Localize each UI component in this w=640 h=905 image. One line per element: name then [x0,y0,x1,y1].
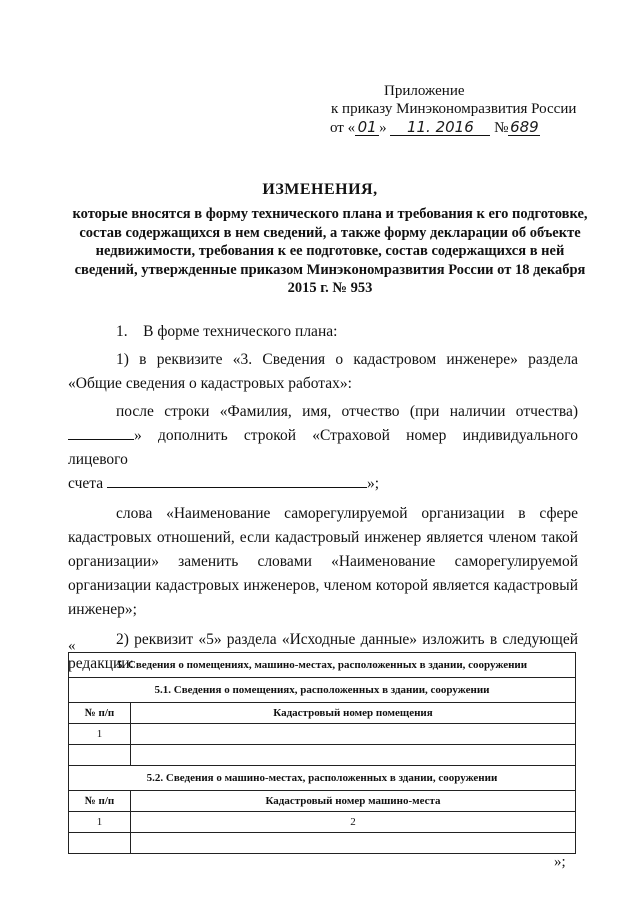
table-row [69,678,576,703]
table-row [69,703,576,724]
blank-line [107,473,367,488]
date-day-handwritten: 01 [355,119,379,136]
date-prefix: от « [330,120,356,136]
quote-close: »; [554,854,566,870]
appendix-label: Приложение [384,83,465,99]
requisite-5-table [68,652,576,854]
order-date-number [330,119,590,137]
order-reference: к приказу Минэкономразвития России [331,101,577,117]
empty-cell [131,833,576,854]
room-row1-number: 1 [69,724,131,745]
quote-open: « [68,638,76,654]
item-1-2: 2) реквизит «5» раздела «Исходные данные» изложить в следующей редакции: [68,631,578,672]
parking-row1-value: 2 [131,812,576,833]
after-line-a: после строки «Фамилия, имя, отчество (при наличии отчества) [116,403,578,420]
col-room-cadastral-header: Кадастровый номер помещения [131,703,576,724]
section-5-2-heading: 5.2. Сведения о машино-местах, расположенных в здании, сооружении [69,766,576,791]
col-number-header: № п/п [69,791,131,812]
after-line-c-row [68,472,578,496]
item-1: 1. В форме технического плана: [116,323,338,340]
document-body [68,320,578,676]
col-parking-cadastral-header: Кадастровый номер машино-места [131,791,576,812]
section-5-heading: 5. Сведения о помещениях, машино-местах, расположенных в здании, сооружении [69,653,576,678]
appendix-header [330,82,590,137]
after-line-c: счета [68,475,104,492]
document-title: ИЗМЕНЕНИЯ, [262,181,378,198]
table-row [69,653,576,678]
table-row [69,745,576,766]
empty-cell [69,745,131,766]
empty-cell [69,833,131,854]
item-1-1: 1) в реквизите «3. Сведения о кадастровом инженере» раздела «Общие сведения о кадастровых работах»: [68,351,578,392]
table-row [69,724,576,745]
section-5-1-heading: 5.1. Сведения о помещениях, расположенных в здании, сооружении [69,678,576,703]
after-line-d: »; [366,475,380,492]
words-replacement-para: слова «Наименование саморегулируемой организации в сфере кадастровых отношений, если кадастровый инженер является членом такой организации» заменить словами «Наименование саморегулируемой организации кадастровых инженеров, членом которой является кадастровый инженер»; [68,505,578,618]
order-number-handwritten: 689 [510,118,539,136]
date-quote-close: » [379,120,387,136]
table-row [69,833,576,854]
table-row [69,812,576,833]
parking-row1-number: 1 [69,812,131,833]
document-subtitle: которые вносятся в форму технического плана и требования к его подготовке, состав содержащихся в нем сведений, а также форму декларации об объекте недвижимости, требования к ее подготовке, состав содержащихся в ней сведений, утвержденные приказом Минэкономразвития России от 18 декабря 2015 г. № 953 [72,206,588,296]
after-line-b: » дополнить строкой «Страховой номер индивидуального лицевого [68,427,578,468]
col-number-header: № п/п [69,703,131,724]
date-month-year-handwritten: 11. 2016 [390,119,490,136]
number-prefix: № [494,120,509,136]
table-row [69,766,576,791]
blank-line [68,425,134,440]
empty-cell [131,745,576,766]
room-row1-value [131,724,576,745]
table-row [69,791,576,812]
after-line-b-row [68,424,578,472]
